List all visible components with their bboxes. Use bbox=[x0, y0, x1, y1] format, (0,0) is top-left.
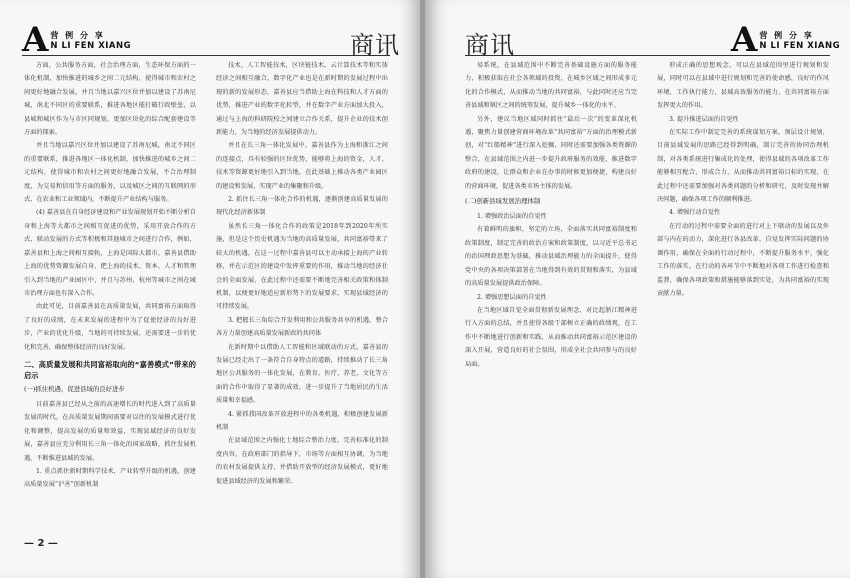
paragraph: 2. 增强思想层面的自觉性 bbox=[477, 293, 547, 301]
paragraph: (4) 嘉善县在自身经济建设和产业发展规划开始不断分析自身和上海等大都市之间相互促进的优势，采用开放合作的方式，联动发展的方式等积极和其他城市之间进行合作，例如，嘉善县和上海之间相互接轨，上海是国际大都市，嘉善县借助上海的优势资源发展自身，把上海的技术、资本、人才和管理引入到当地的产业园区中，并且与苏州、杭州等城市之间在城市治理方面也有深入合作。 bbox=[24, 209, 196, 297]
section-heading: (一)抓住机遇，促进县域的良好进步 bbox=[24, 384, 125, 393]
left-magazine-title: 商讯 bbox=[350, 31, 400, 59]
paragraph: 方面，公共服务方面，社会治理方面，生态环保方面的一体化机制，加快推进的城乡之间二元结构，使得城市和农村之间更好地融合发展，并且当地以嘉兴区位并加以建设了苏南尼城，南北不同区的重要联系，推进各地区能打破行政壁垒，以县城和城区作为与市区同规划，更加区块化的综合配套建设等方面的探索。 bbox=[24, 62, 196, 137]
paragraph: 目前嘉善县已经从之前的高速增长的时代进入到了高质量发展的时代，在高质量发展期间需要对以往的发展模式进行优化和调整，提高发展的质量和效益，实现县域经济的良好发展，嘉善县应充分利用长三角一体化的国家战略，抓住发展机遇，不断推进县域的发展。 bbox=[24, 400, 196, 462]
brand-cn: 营 例 分 享 bbox=[50, 29, 105, 40]
paragraph: 在新时期中以借助人工智能和区域联动的方式，嘉善县的发展已经走出了一条符合自身特点的道路，持续推动了长三角地区公共服务的一体化发展，在教育，医疗，养老，文化等方面的合作中取得了显著的成效，进一步提升了当地居民的生活质量和幸福感。 bbox=[216, 343, 388, 405]
paragraph: 易系统，在县域范围中不断完善基础设施方面的服务能力，积极获取在社会各领域的投资，在城乡区域之间形成多元化的合作模式，从而推动当地的共同富裕，与此同时还应当完善县域和镇区之间的统筹发展，提升城乡一体化的水平。 bbox=[465, 62, 637, 110]
paragraph: 虽然长三角一体化合作的政策是2018年到2020年所实施，但是这个历史机遇为当地的高质量发展，共同富裕带来了较大的机遇，在这一过程中嘉善县可以主动承接上海的产业转移，并在示范区的建设中发挥重要的作用，推动当地的经济社会的全面发展，在此过程中还需要不断地完善相关政策和体制机制，以便更好地适应新形势下的发展要求，实现县域经济的可持续发展。 bbox=[216, 222, 388, 311]
paragraph: 并且当地以嘉兴区位并加以建设了苏南尼城，南北不同区的重要联系，推进各地区一体化机制，加快推进的城乡之间二元结构，使得城市和农村之间更好地融合发展，不合治理制度，为交易和信用等方面的服务，以及城区之间的互联网的形式，在农业和工业领域内，不断提升产业结构与服务。 bbox=[24, 142, 196, 204]
paragraph: 3. 提升推进层面的自觉性 bbox=[669, 115, 739, 123]
right-header-rule bbox=[465, 55, 830, 56]
paragraph: 2. 抓住长三角一体化合作的机遇，逐渐创建高质量发展的现代化经济新体制 bbox=[216, 196, 388, 217]
section-heading: (二)创新县域发展治理体制 bbox=[465, 197, 541, 206]
brand-cn: 营 例 分 享 bbox=[759, 29, 814, 40]
paragraph: 4. 紧抓我国改革开放进程中的各类机遇，积极创建发展新机制 bbox=[216, 410, 388, 431]
left-column-2 bbox=[216, 59, 388, 529]
right-column-1 bbox=[465, 59, 637, 529]
paragraph: 3. 把握长三角综合开发利用和公共服务共享的机遇，整合各方力量创建高质量发展新政的共同体 bbox=[216, 316, 388, 338]
page-number: — 2 — bbox=[24, 538, 58, 549]
paragraph: 并且在长三角一体化发展中，嘉善县作为上海和浙江之间的连接点，具有较强的区位优势，能够将上海的资金，人才，技术等资源更好地引入到当地，在此基础上推动各类产业园区的建设和发展，实现产业的集聚和升级。 bbox=[216, 142, 388, 190]
paragraph: 有着鲜明的旗帜，坚定的立场，全面落实共同富裕制度和政策制度，制定完善的政治方案和政策制度，以习近平总书记的治国理政思想为基础，推动县域治理能力的全面提升，使得党中央的各项决策部署在当地得到有效的贯彻和落实，为县域的高质量发展提供政治保障。 bbox=[465, 226, 637, 288]
brand-en: N LI FEN XIANG bbox=[759, 40, 841, 51]
right-page bbox=[425, 0, 850, 578]
paragraph: 在实际工作中制定完善的系统谋划方案，须层设计规划，目前县域发展的思路已经得到明确，制订完善的协同治理机制，对各类系统进行集成化的处理，使得县域的各项改革工作能够相互配合，形成合力，从而推动共同富裕目标的实现，在此过程中还需要加强对各类问题的分析和研究，及时发现并解决问题，确保各项工作的顺利推进。 bbox=[657, 129, 829, 204]
brand-letter: A bbox=[22, 20, 49, 60]
paragraph: 由此可见，目前嘉善县在高质量发展，共同富裕方面取得了良好的成绩，在未来发展的进程中为了促使经济的良好进步，产业的优化升级，当地的可持续发展，还需要进一步的优化和完善，确保整体经济的良好发展。 bbox=[24, 303, 196, 351]
paragraph: 在县域范围之内强化土地综合整治力度，完善标准化的制度内容，在政府部门的指导下，市场等方面相互协调，为当地的农村发展提供支持，并借助开放型的经济发展模式，更好地促进县域经济的发展和繁荣。 bbox=[216, 437, 388, 485]
left-header-rule bbox=[22, 55, 390, 56]
left-page bbox=[0, 0, 422, 578]
paragraph: 1. 增强政治层面的自觉性 bbox=[477, 213, 547, 221]
left-column-1 bbox=[24, 59, 196, 529]
right-column-2 bbox=[657, 59, 829, 529]
brand-en: N LI FEN XIANG bbox=[50, 40, 132, 51]
section-heading: 二、高质量发展和共同富裕取向的“嘉善模式”带来的启示 bbox=[24, 359, 196, 380]
paragraph: 形成正确的思想观念，可以在县域范围里进行规划和发展，同时可以在县域中进行规划和完善的使命感，良好的作风环境，工作执行能力，县域高效服务的能力，在共同富裕方面发挥更大的作用。 bbox=[657, 62, 829, 110]
paragraph: 在行动的过程中需要全面的进行对上下联动的发展以及外部与内在的动力，深化进行各县改革，自觉发挥实际问题的协调作用，确保在全面的行动过程中，不断提升服务水平，强化工作的落实，在行动的各环节中不断地对各项工作进行检查和监督，确保各项政策和措施能够落到实处，为共同富裕的实现贡献力量。 bbox=[657, 222, 829, 297]
left-brand-logo bbox=[22, 20, 132, 60]
brand-letter: A bbox=[731, 20, 758, 60]
right-brand-logo bbox=[731, 20, 841, 60]
paragraph: 技术，人工智能技术，区块链技术，云计算技术等和实体经济之间相互融合，数字化产业也是在新时期的发展过程中出现的新的发展形态，嘉善县应当借助上海在科技和人才方面的优势，推进产业的数字化转型，并在数字产业方面加大投入，通过与上海的科研院校之间建立合作关系，提升企业的技术创新能力，为当地的经济发展提供动力。 bbox=[216, 62, 388, 137]
paragraph: 1. 重点抓住新时期科学技术，产业转型升级的机遇，创建高质量发展“沪善”创新机制 bbox=[24, 467, 196, 489]
paragraph: 在当地区域自觉全面贯彻新发展理念，对比起浙江精神进行入方面的总结，并且使得各级干部树立正确的政绩观，在工作中不断地进行创新和实践，从而推动共同富裕示范区建设的深入开展，营造良好的社会氛围，形成全社会共同参与的良好局面。 bbox=[465, 306, 637, 368]
paragraph: 4. 增强行动自觉性 bbox=[669, 209, 721, 217]
paragraph: 另外，建议当地区域同时抓住“最后一次”的变革深化机遇，聚焦力量创建营商环境改革“共同富裕”方面的治理模式新创，对“红船精神”进行深入挖掘，同时还需要加强各类资源的整合，在县域范围之内进一步提升政府服务的效能，推进数字政府的建设，让群众和企业在办事的时候更加便捷，构建良好的营商环境，促进各类市场主体的发展。 bbox=[465, 115, 637, 190]
right-magazine-title: 商讯 bbox=[465, 31, 515, 59]
